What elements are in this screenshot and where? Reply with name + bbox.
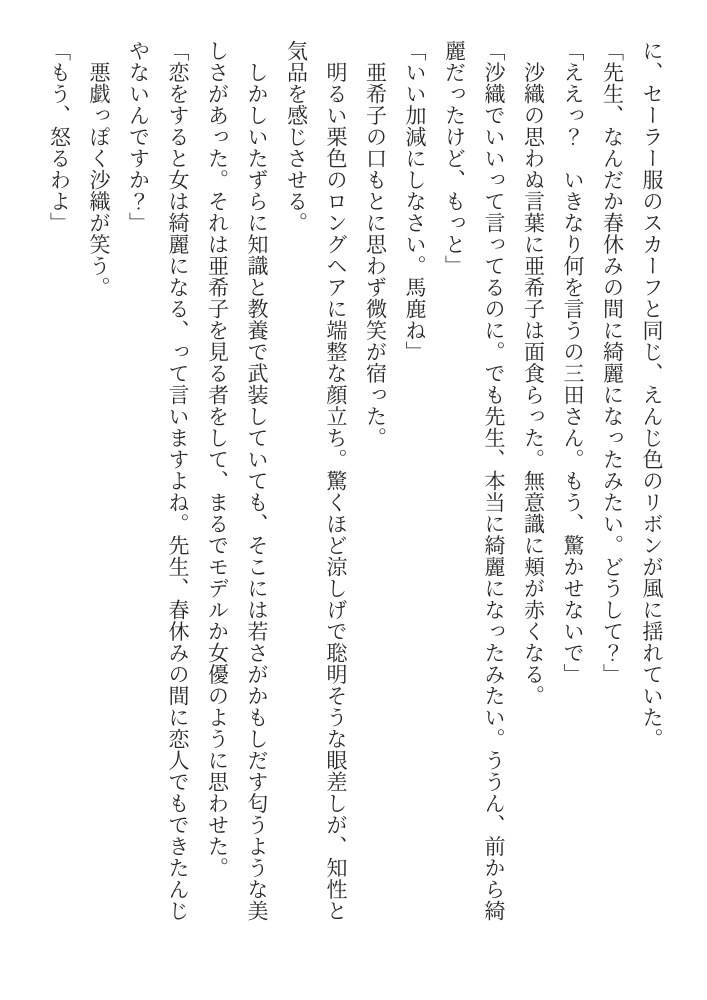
text-line: しかしいたずらに知識と教養で武装していても、そこには若さがかもしだす匂うような美 [245,40,269,922]
text-line: 麗だったけど、もっと」 [442,40,467,277]
text-line: 気品を感じさせる。 [284,40,309,234]
text-line: に、セーラー服のスカーフと同じ、えんじ色のリボンが風に揺れていた。 [640,40,664,750]
text-line: 「ええっ？ いきなり何を言うの三田さん。もう、驚かせないで」 [561,40,585,685]
text-line: 沙織の思わぬ言葉に亜希子は面食らった。無意識に頬が赤くなる。 [521,40,546,707]
text-line: しさがあった。それは亜希子を見る者をして、まるでモデルか女優のように思わせた。 [205,40,230,879]
text-line: 「先生、なんだか春休みの間に綺麗になったみたい。どうして？」 [600,40,625,685]
vertical-text-block [39,40,671,930]
text-line: やないんですか？」 [126,40,151,234]
text-line: 「恋をすると女は綺麗になる、って言いますよね。先生、春休みの間に恋人でもできたんじ [166,40,190,922]
text-line: 「もう、怒るわよ」 [47,40,72,234]
text-line: 「沙織でいいって言ってるのに。でも先生、本当に綺麗になったみたい。ううん、前から綺 [482,40,506,922]
text-line: 悪戯っぽく沙織が笑う。 [87,40,111,298]
text-line: 亜希子の口もとに思わず微笑が宿った。 [363,40,388,449]
text-line: 明るい栗色のロングヘアに端整な顔立ち。驚くほど涼しげで聡明そうな眼差しが、知性と [324,40,348,922]
text-line: 「いい加減にしなさい。馬鹿ね」 [403,40,427,363]
